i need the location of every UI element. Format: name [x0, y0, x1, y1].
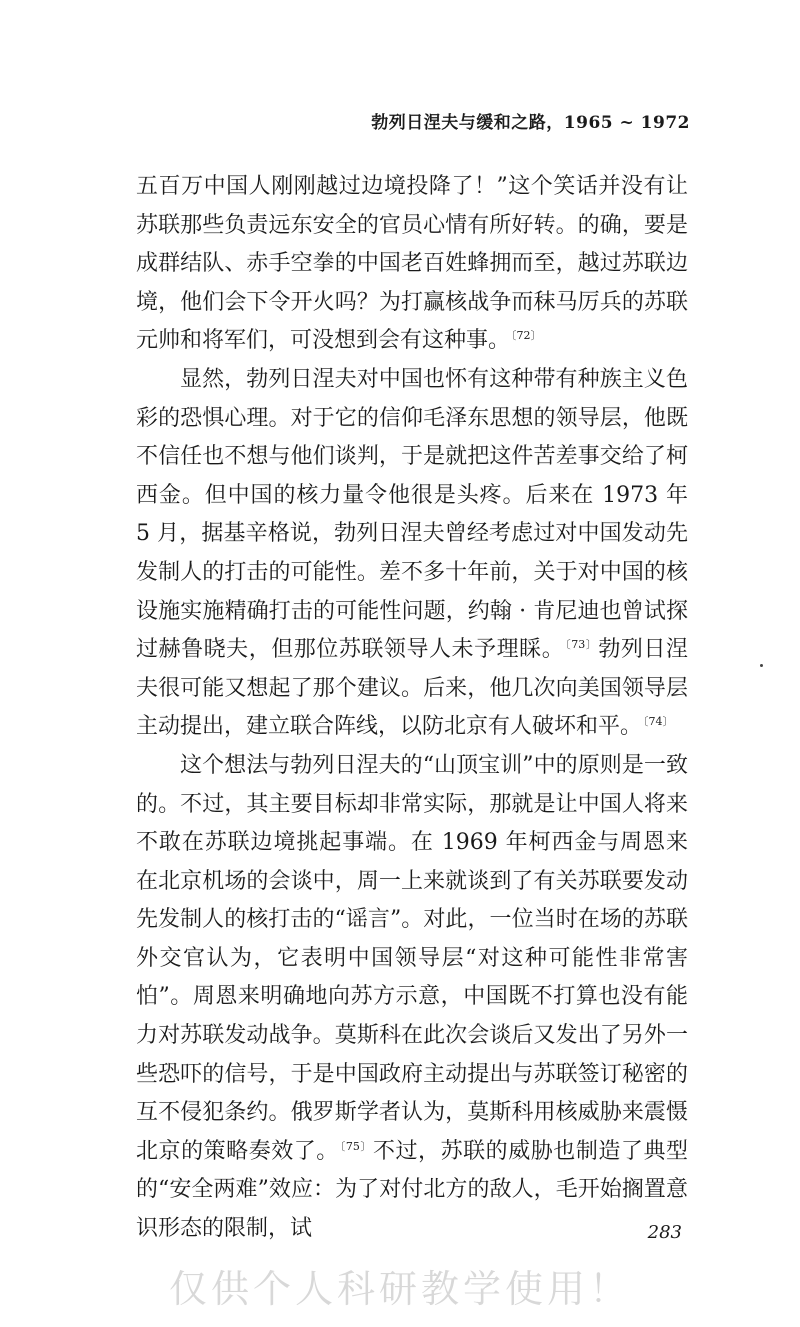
paragraph-text: 不过，苏联的威胁也制造了典型的“安全两难”效应：为了对付北方的敌人，毛开始搁置意识形态的限制，试: [136, 1138, 688, 1242]
footnote-marker: 〔73〕: [565, 638, 598, 652]
body-text: [136, 168, 688, 1249]
running-header: 勃列日涅夫与缓和之路，1965 ~ 1972: [371, 113, 690, 133]
scan-speck: [760, 664, 763, 667]
page-number: 283: [647, 1222, 682, 1243]
paragraph-text: 勃列日涅夫很可能又想起了那个建议。后来，他几次向美国领导层主动提出，建立联合阵线，以防北京有人破坏和平。: [136, 637, 688, 740]
footnote-marker: 〔74〕: [643, 715, 674, 729]
paragraph: [136, 747, 688, 1249]
paragraph-text: 这个想法与勃列日涅夫的“山顶宝训”中的原则是一致的。不过，其主要目标却非常实际，那就是让中国人将来不敢在苏联边境挑起事端。在 1969 年柯西金与周恩来在北京机场的会谈中，周一上来就谈到了有关苏联要发动先发制人的核打击的“谣言”。对此，一位当时在场的苏联外交官认为，它表明中国领导层“对这种可能性非常害怕”。周恩来明确地向苏方示意，中国既不打算也没有能力对苏联发动战争。莫斯科在此次会谈后又发出了另外一些恐吓的信号，于是中国政府主动提出与苏联签订秘密的互不侵犯条约。俄罗斯学者认为，莫斯科用核威胁来震慑北京的策略奏效了。: [136, 752, 688, 1164]
watermark: 仅供个人科研教学使用！: [168, 1267, 631, 1311]
footnote-marker: 〔75〕: [339, 1139, 372, 1153]
paragraph: [136, 361, 688, 747]
footnote-marker: 〔72〕: [511, 329, 542, 343]
paragraph-text: 显然，勃列日涅夫对中国也怀有这种带有种族主义色彩的恐惧心理。对于它的信仰毛泽东思想的领导层，他既不信任也不想与他们谈判，于是就把这件苦差事交给了柯西金。但中国的核力量令他很是头疼。后来在 1973 年 5 月，据基辛格说，勃列日涅夫曾经考虑过对中国发动先发制人的打击的可能性。差不多十年前，关于对中国的核设施实施精确打击的可能性问题，约翰 · 肯尼迪也曾试探过赫鲁晓夫，但那位苏联领导人未予理睬。: [136, 366, 688, 663]
paragraph: [136, 168, 688, 361]
paragraph-text: 五百万中国人刚刚越过边境投降了！”这个笑话并没有让苏联那些负责远东安全的官员心情有所好转。的确，要是成群结队、赤手空拳的中国老百姓蜂拥而至，越过苏联边境，他们会下令开火吗？为打赢核战争而秣马厉兵的苏联元帅和将军们，可没想到会有这种事。: [136, 174, 688, 354]
